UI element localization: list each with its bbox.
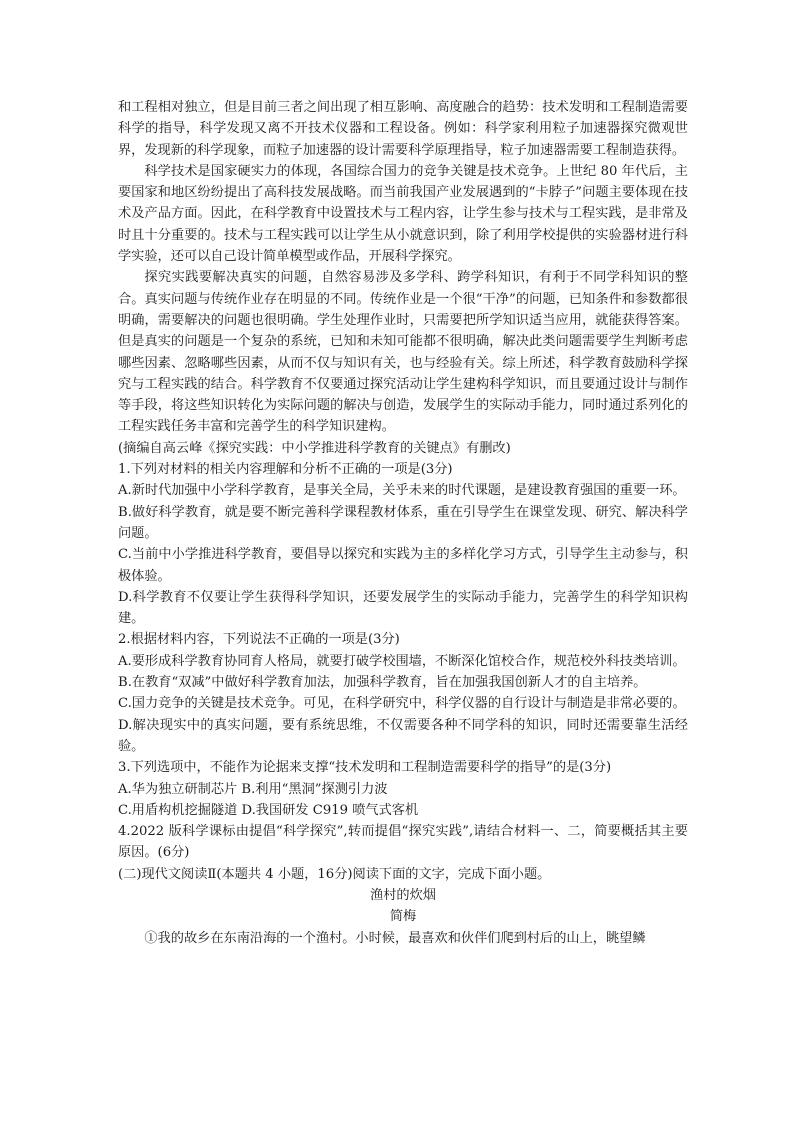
passage-source: (摘编自高云峰《探究实践：中小学推进科学教育的关键点》有删改) (118, 440, 511, 456)
question-2-option-b: B.在教育“双减”中做好科学教育加法，加强科学教育，旨在加强我国创新人才的自主培养。 (118, 675, 647, 691)
question-1-stem: 1.下列对材料的相关内容理解和分析不正确的一项是(3分) (118, 462, 453, 478)
story-author: 简梅 (389, 909, 417, 925)
question-1-option-a: A.新时代加强中小学科学教育，是事关全局，关乎未来的时代课题，是建设教育强国的重要一环。 (118, 483, 686, 499)
question-1-option-b: B.做好科学教育，就是要不断完善科学课程教材体系，重在引导学生在课堂发现、研究、解决科学问题。 (118, 504, 688, 541)
passage-paragraph-3: 探究实践要解决真实的问题，自然容易涉及多学科、跨学科知识，有利于不同学科知识的整合。真实问题与传统作业存在明显的不同。传统作业是一个很“干净”的问题，已知条件和参数都很明确，需要解决的问题也很明确。学生处理作业时，只需要把所学知识适当应用，就能获得答案。但是真实的问题是一个复杂的系统，已知和未知可能都不很明确，解决此类问题需要学生判断考虑哪些因素、忽略哪些因素，从而不仅与知识有关，也与经验有关。综上所述，科学教育鼓励科学探究与工程实践的结合。科学教育不仅要通过探究活动让学生建构科学知识，而且要通过设计与制作等手段，将这些知识转化为实际问题的解决与创造，发展学生的实际动手能力，同时通过系列化的工程实践任务丰富和完善学生的科学知识建构。 (118, 270, 688, 435)
question-4-stem: 4.2022 版科学课标由提倡“科学探究”,转而提倡“探究实践”,请结合材料一、二，简要概括其主要原因。(6分) (118, 824, 688, 861)
question-3-options-cd: C.用盾构机挖掘隧道 D.我国研发 C919 喷气式客机 (118, 802, 419, 818)
question-3-options-ab: A.华为独立研制芯片 B.利用“黑洞”探测引力波 (118, 781, 388, 797)
question-2-option-d: D.解决现实中的真实问题，要有系统思维，不仅需要各种不同学科的知识，同时还需要靠生活经验。 (118, 717, 688, 754)
question-2-stem: 2.根据材料内容，下列说法不正确的一项是(3分) (118, 632, 400, 648)
question-2-option-a: A.要形成科学教育协同育人格局，就要打破学校围墙，不断深化馆校合作，规范校外科技类培训。 (118, 653, 686, 669)
passage-paragraph-1: 和工程相对独立，但是目前三者之间出现了相互影响、高度融合的趋势：技术发明和工程制造需要科学的指导，科学发现又离不开技术仪器和工程设备。例如：科学家利用粒子加速器探究微观世界，发现新的科学现象，而粒子加速器的设计需要科学原理指导，粒子加速器需要工程制造获得。 (118, 100, 688, 158)
story-title: 渔村的炊烟 (370, 887, 436, 903)
question-3-stem: 3.下列选项中，不能作为论据来支撑“技术发明和工程制造需要科学的指导”的是(3分) (118, 760, 612, 776)
question-2-option-c: C.国力竞争的关键是技术竞争。可见，在科学研究中，科学仪器的自行设计与制造是非常必要的。 (118, 696, 686, 712)
section-2-heading: (二)现代文阅读Ⅱ(本题共 4 小题，16分)阅读下面的文字，完成下面小题。 (118, 866, 551, 882)
question-1-option-c: C.当前中小学推进科学教育，要倡导以探究和实践为主的多样化学习方式，引导学生主动参与，积极体验。 (118, 547, 688, 584)
story-paragraph-1: ①我的故乡在东南沿海的一个渔村。小时候，最喜欢和伙伴们爬到村后的山上，眺望鳞 (144, 930, 646, 946)
document-page (118, 97, 688, 949)
question-1-option-d: D.科学教育不仅要让学生获得科学知识，还要发展学生的实际动手能力，完善学生的科学知识构建。 (118, 589, 688, 627)
passage-paragraph-2: 科学技术是国家硬实力的体现，各国综合国力的竞争关键是技术竞争。上世纪 80 年代后，主要国家和地区纷纷提出了高科技发展战略。而当前我国产业发展遇到的“卡脖子”问题主要体现在技术及产品方面。因此，在科学教育中设置技术与工程内容，让学生参与技术与工程实践，是非常及时且十分重要的。技术与工程实践可以让学生从小就意识到，除了利用学校提供的实验器材进行科学实验，还可以自己设计简单模型或作品，开展科学探究。 (118, 163, 688, 265)
